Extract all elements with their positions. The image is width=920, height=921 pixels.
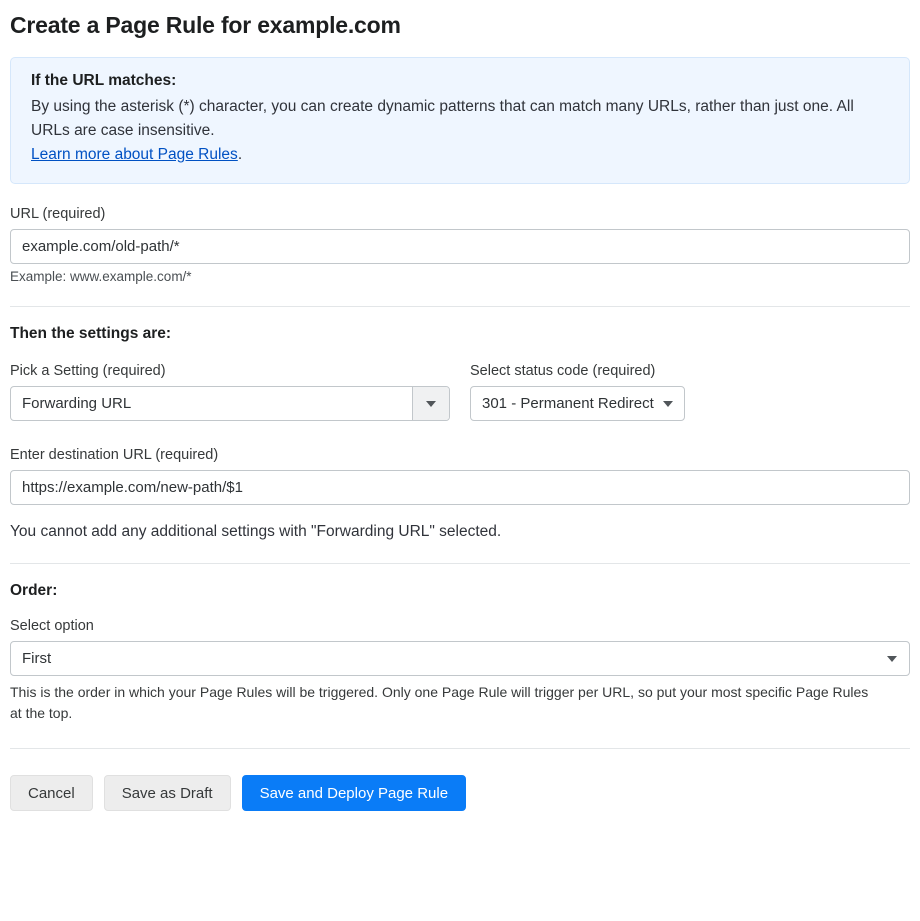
chevron-down-icon [887, 656, 897, 662]
divider-actions [10, 748, 910, 749]
info-callout-text [31, 95, 889, 167]
info-link-suffix: . [237, 146, 243, 164]
info-callout [10, 57, 910, 184]
save-and-deploy-button[interactable]: Save and Deploy Page Rule [242, 775, 466, 811]
status-code-label: Select status code (required) [470, 363, 656, 380]
save-as-draft-button[interactable]: Save as Draft [104, 775, 231, 811]
url-hint: Example: www.example.com/* [10, 269, 192, 285]
learn-more-link[interactable]: Learn more about Page Rules [31, 146, 238, 164]
status-code-value: 301 - Permanent Redirect [482, 395, 654, 413]
chevron-down-icon [663, 401, 673, 407]
status-code-group [470, 363, 714, 421]
divider-order [10, 563, 910, 564]
destination-url-group [10, 447, 910, 505]
info-callout-title: If the URL matches: [31, 72, 177, 89]
order-select-group [10, 618, 910, 724]
destination-url-input[interactable] [10, 470, 910, 505]
pick-setting-value: Forwarding URL [22, 395, 132, 413]
action-buttons [10, 775, 910, 829]
status-code-select[interactable] [470, 386, 685, 421]
pick-setting-dropdown-button[interactable] [412, 387, 449, 420]
pick-setting-select[interactable] [10, 386, 450, 421]
order-value: First [22, 650, 52, 668]
order-section-title: Order: [10, 582, 58, 600]
url-input[interactable] [10, 229, 910, 264]
settings-section-title: Then the settings are: [10, 325, 172, 343]
page-title: Create a Page Rule for example.com [10, 12, 401, 38]
pick-setting-group [10, 363, 450, 421]
chevron-down-icon [426, 401, 436, 407]
url-field-group [10, 206, 910, 284]
divider-settings [10, 306, 910, 307]
order-description: This is the order in which your Page Rules will be triggered. Only one Page Rule will trigger per URL, so put your most specific Page Rules at the top. [10, 684, 869, 722]
url-label: URL (required) [10, 206, 106, 223]
cancel-button[interactable]: Cancel [10, 775, 93, 811]
info-callout-body: By using the asterisk (*) character, you can create dynamic patterns that can match many URLs, rather than just one. All URLs are case insensitive. [31, 98, 854, 140]
order-label: Select option [10, 618, 94, 635]
settings-row [10, 363, 910, 421]
forwarding-note: You cannot add any additional settings with "Forwarding URL" selected. [10, 523, 502, 541]
pick-setting-label: Pick a Setting (required) [10, 363, 166, 380]
order-select[interactable] [10, 641, 910, 676]
destination-url-label: Enter destination URL (required) [10, 447, 219, 464]
